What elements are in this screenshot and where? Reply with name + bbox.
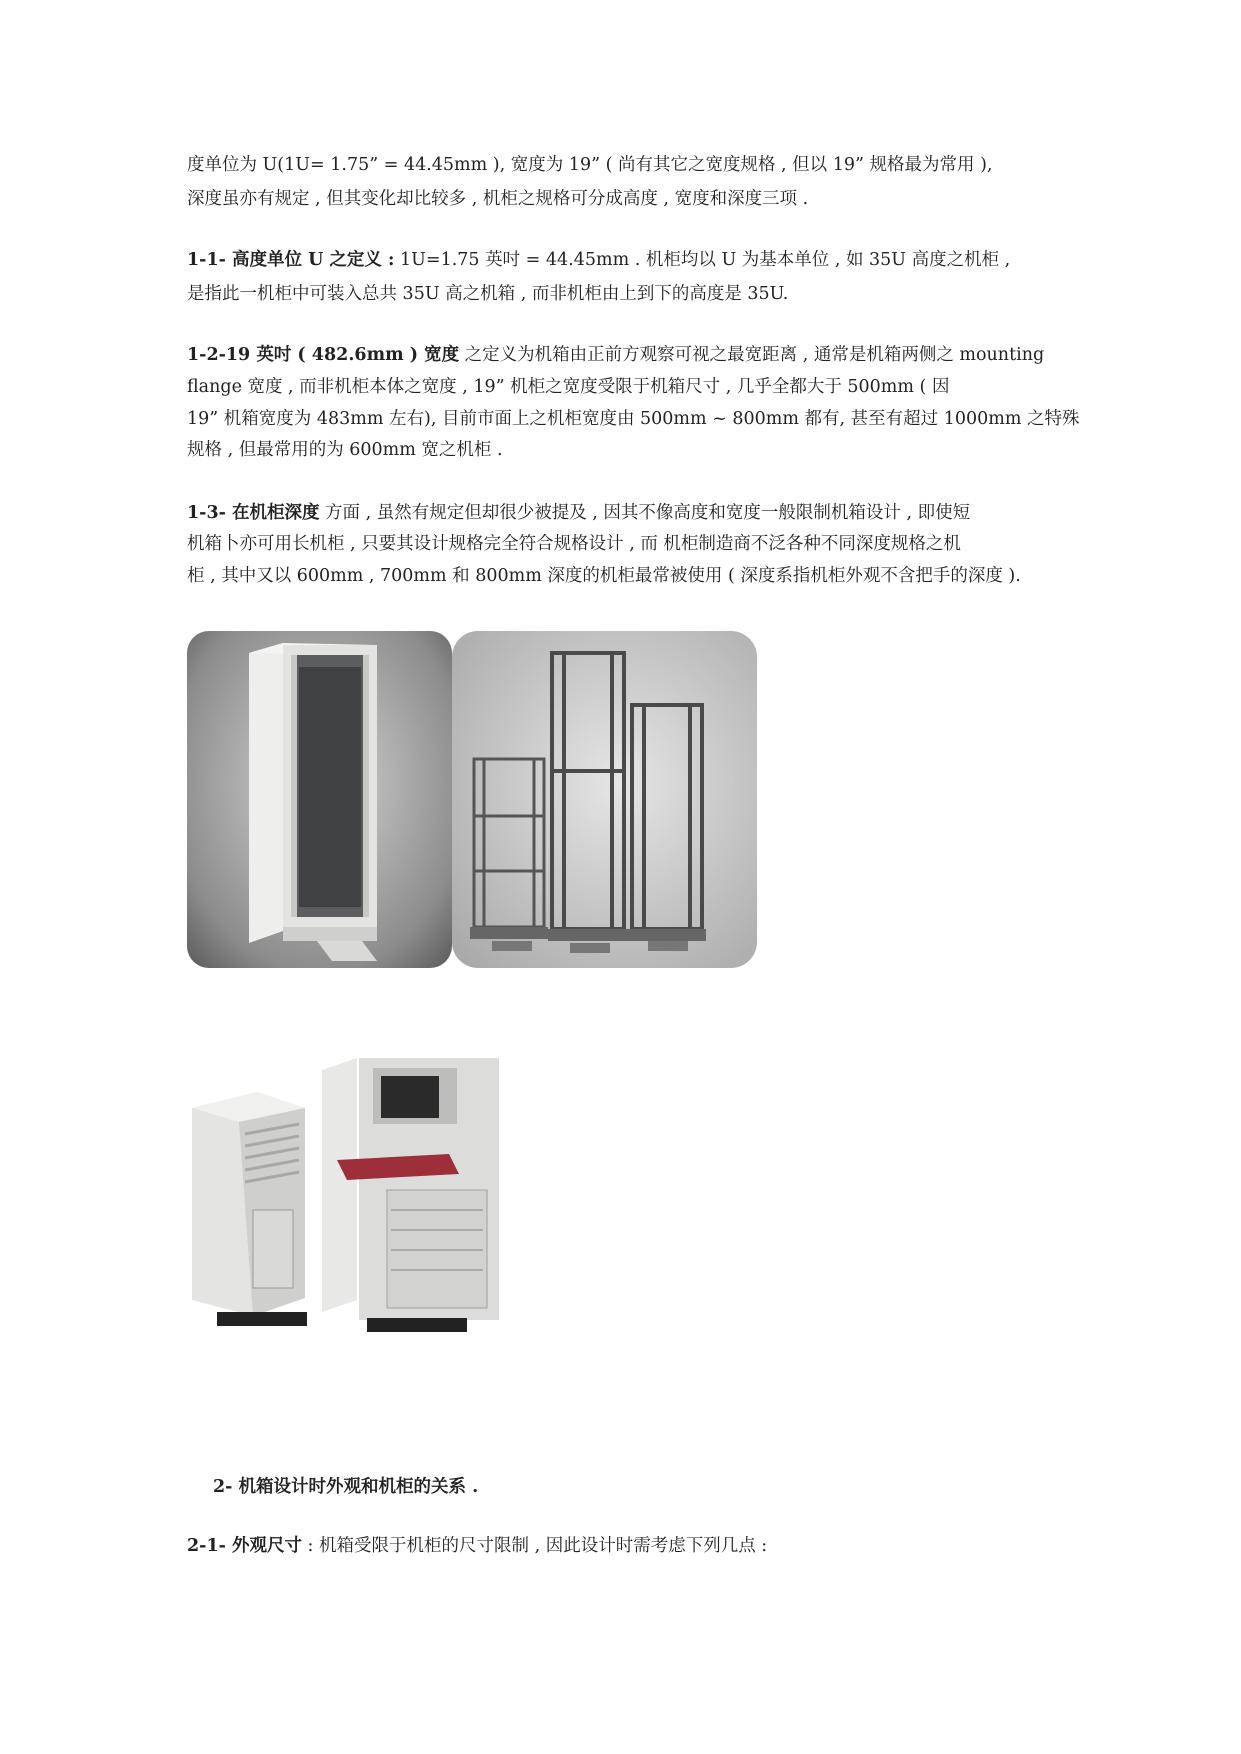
section-heading-1-1: 1-1- 高度单位 U 之定义 : xyxy=(187,250,395,270)
paragraph-line xyxy=(187,249,1010,271)
section-heading-1-3: 1-3- 在机柜深度 xyxy=(187,503,320,523)
section-heading-1-2: 1-2-19 英吋 ( 482.6mm ) 宽度 xyxy=(187,345,460,365)
paragraph-line xyxy=(187,502,970,524)
paragraph-line: 规格 , 但最常用的为 600mm 宽之机柜 . xyxy=(187,440,503,460)
tower-case-photo xyxy=(187,1050,532,1355)
section-title: 2- 机箱设计时外观和机柜的关系 . xyxy=(213,1477,479,1497)
paragraph-line: flange 宽度 , 而非机柜本体之宽度 , 19” 机柜之宽度受限于机箱尺寸 , 几乎全都大于 500mm ( 因 xyxy=(187,377,950,397)
paragraph-line xyxy=(187,344,1044,366)
open-rack-photo xyxy=(452,631,757,968)
paragraph-line: 柜 , 其中又以 600mm , 700mm 和 800mm 深度的机柜最常被使用 ( 深度系指机柜外观不含把手的深度 ). xyxy=(187,566,1021,586)
paragraph-text: 1U=1.75 英吋 = 44.45mm . 机柜均以 U 为基本单位 , 如 35U 高度之机柜 , xyxy=(394,250,1011,270)
paragraph-line: 深度虽亦有规定 , 但其变化却比较多 , 机柜之规格可分成高度 , 宽度和深度三项 . xyxy=(187,189,809,209)
paragraph-text: : 机箱受限于机柜的尺寸限制 , 因此设计时需考虑下列几点 : xyxy=(301,1536,768,1556)
section-heading-2-1: 2-1- 外观尺寸 xyxy=(187,1536,302,1556)
paragraph-line: 19” 机箱宽度为 483mm 左右), 目前市面上之机柜宽度由 500mm ~ 800mm 都有, 甚至有超过 1000mm 之特殊 xyxy=(187,409,1080,429)
paragraph-line: 机箱卜亦可用长机柜 , 只要其设计规格完全符合规格设计 , 而 机柜制造商不泛各种不同深度规格之机 xyxy=(187,534,961,554)
paragraph-line xyxy=(187,1535,767,1557)
cabinet-photo xyxy=(187,631,452,968)
paragraph-text: 之定义为机箱由正前方观察可视之最宽距离 , 通常是机箱两侧之 mounting xyxy=(459,345,1045,365)
paragraph-line: 是指此一机柜中可装入总共 35U 高之机箱 , 而非机柜由上到下的高度是 35U. xyxy=(187,284,789,304)
paragraph-text: 方面 , 虽然有规定但却很少被提及 , 因其不像高度和宽度一般限制机箱设计 , 即使短 xyxy=(319,503,971,523)
paragraph-line: 度单位为 U(1U= 1.75” = 44.45mm ), 宽度为 19” ( 尚有其它之宽度规格 , 但以 19” 规格最为常用 ), xyxy=(187,155,993,175)
